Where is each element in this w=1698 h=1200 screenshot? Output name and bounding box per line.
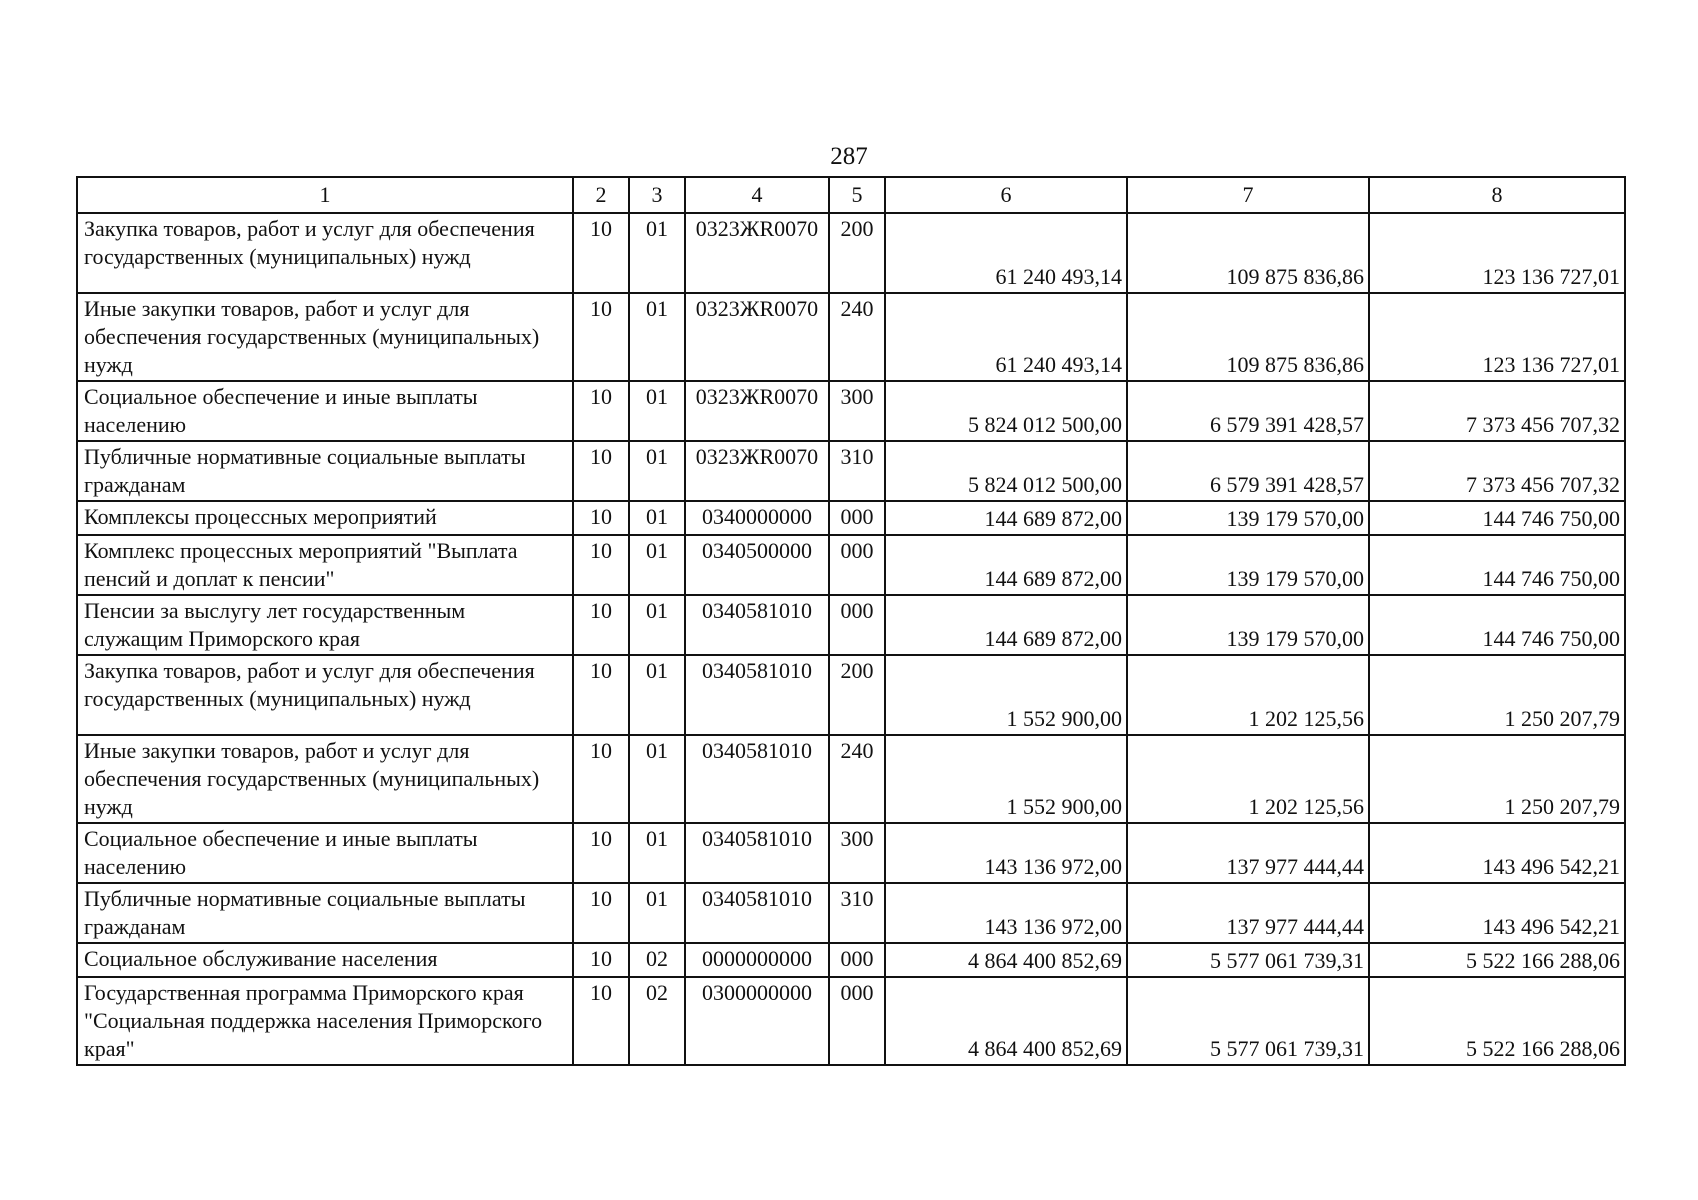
table-row (77, 441, 1625, 501)
table-row (77, 823, 1625, 883)
amount-col-7: 5 577 061 739,31 (1127, 943, 1369, 977)
expense-name: Публичные нормативные социальные выплаты гражданам (77, 441, 573, 501)
table-row (77, 293, 1625, 381)
subsection-code: 01 (629, 293, 685, 381)
subsection-code: 01 (629, 501, 685, 535)
amount-col-8: 143 496 542,21 (1369, 823, 1625, 883)
amount-col-6: 5 824 012 500,00 (885, 381, 1127, 441)
expense-name: Социальное обеспечение и иные выплаты населению (77, 823, 573, 883)
subsection-code: 01 (629, 823, 685, 883)
page-number: 287 (830, 143, 868, 170)
amount-col-7: 109 875 836,86 (1127, 213, 1369, 293)
expense-name: Комплекс процессных мероприятий "Выплата пенсий и доплат к пенсии" (77, 535, 573, 595)
expense-type-code: 200 (829, 213, 885, 293)
expense-type-code: 000 (829, 943, 885, 977)
expense-type-code: 000 (829, 501, 885, 535)
amount-col-6: 143 136 972,00 (885, 823, 1127, 883)
target-article-code: 0340581010 (685, 655, 829, 735)
expense-type-code: 310 (829, 441, 885, 501)
section-code: 10 (573, 441, 629, 501)
expense-type-code: 240 (829, 293, 885, 381)
expense-name: Публичные нормативные социальные выплаты гражданам (77, 883, 573, 943)
budget-table (76, 176, 1626, 1066)
header-col-4: 4 (685, 177, 829, 213)
amount-col-7: 139 179 570,00 (1127, 501, 1369, 535)
header-row (77, 177, 1625, 213)
amount-col-6: 5 824 012 500,00 (885, 441, 1127, 501)
section-code: 10 (573, 595, 629, 655)
header-col-3: 3 (629, 177, 685, 213)
section-code: 10 (573, 943, 629, 977)
header-col-6: 6 (885, 177, 1127, 213)
expense-type-code: 240 (829, 735, 885, 823)
expense-name: Иные закупки товаров, работ и услуг для обеспечения государственных (муниципальных) нужд (77, 293, 573, 381)
target-article-code: 0340581010 (685, 735, 829, 823)
header-col-5: 5 (829, 177, 885, 213)
amount-col-7: 5 577 061 739,31 (1127, 977, 1369, 1065)
amount-col-7: 1 202 125,56 (1127, 655, 1369, 735)
subsection-code: 02 (629, 943, 685, 977)
expense-type-code: 300 (829, 823, 885, 883)
subsection-code: 01 (629, 595, 685, 655)
subsection-code: 01 (629, 213, 685, 293)
expense-name: Иные закупки товаров, работ и услуг для обеспечения государственных (муниципальных) нужд (77, 735, 573, 823)
table-row (77, 381, 1625, 441)
table-row (77, 655, 1625, 735)
subsection-code: 01 (629, 655, 685, 735)
amount-col-7: 139 179 570,00 (1127, 535, 1369, 595)
expense-type-code: 310 (829, 883, 885, 943)
section-code: 10 (573, 535, 629, 595)
expense-name: Пенсии за выслугу лет государственным служащим Приморского края (77, 595, 573, 655)
section-code: 10 (573, 823, 629, 883)
amount-col-6: 144 689 872,00 (885, 501, 1127, 535)
subsection-code: 01 (629, 381, 685, 441)
amount-col-8: 7 373 456 707,32 (1369, 381, 1625, 441)
amount-col-8: 144 746 750,00 (1369, 501, 1625, 535)
amount-col-6: 4 864 400 852,69 (885, 943, 1127, 977)
table-row (77, 595, 1625, 655)
amount-col-8: 123 136 727,01 (1369, 293, 1625, 381)
amount-col-7: 6 579 391 428,57 (1127, 441, 1369, 501)
section-code: 10 (573, 883, 629, 943)
target-article-code: 0323ЖR0070 (685, 381, 829, 441)
target-article-code: 0340581010 (685, 595, 829, 655)
amount-col-6: 144 689 872,00 (885, 535, 1127, 595)
subsection-code: 02 (629, 977, 685, 1065)
header-col-8: 8 (1369, 177, 1625, 213)
amount-col-6: 4 864 400 852,69 (885, 977, 1127, 1065)
amount-col-7: 137 977 444,44 (1127, 823, 1369, 883)
amount-col-8: 5 522 166 288,06 (1369, 977, 1625, 1065)
expense-name: Социальное обслуживание населения (77, 943, 573, 977)
header-col-1: 1 (77, 177, 573, 213)
amount-col-6: 1 552 900,00 (885, 735, 1127, 823)
target-article-code: 0323ЖR0070 (685, 293, 829, 381)
amount-col-7: 6 579 391 428,57 (1127, 381, 1369, 441)
amount-col-8: 123 136 727,01 (1369, 213, 1625, 293)
target-article-code: 0340000000 (685, 501, 829, 535)
expense-name: Закупка товаров, работ и услуг для обеспечения государственных (муниципальных) нужд (77, 213, 573, 293)
amount-col-7: 109 875 836,86 (1127, 293, 1369, 381)
expense-name: Комплексы процессных мероприятий (77, 501, 573, 535)
target-article-code: 0323ЖR0070 (685, 441, 829, 501)
expense-name: Социальное обеспечение и иные выплаты населению (77, 381, 573, 441)
expense-name: Закупка товаров, работ и услуг для обеспечения государственных (муниципальных) нужд (77, 655, 573, 735)
subsection-code: 01 (629, 441, 685, 501)
target-article-code: 0340581010 (685, 883, 829, 943)
table-row (77, 943, 1625, 977)
amount-col-7: 137 977 444,44 (1127, 883, 1369, 943)
amount-col-8: 144 746 750,00 (1369, 535, 1625, 595)
table-row (77, 735, 1625, 823)
amount-col-8: 144 746 750,00 (1369, 595, 1625, 655)
amount-col-8: 143 496 542,21 (1369, 883, 1625, 943)
expense-type-code: 300 (829, 381, 885, 441)
section-code: 10 (573, 381, 629, 441)
section-code: 10 (573, 501, 629, 535)
subsection-code: 01 (629, 735, 685, 823)
table-row (77, 501, 1625, 535)
expense-type-code: 000 (829, 977, 885, 1065)
section-code: 10 (573, 735, 629, 823)
amount-col-8: 7 373 456 707,32 (1369, 441, 1625, 501)
target-article-code: 0340500000 (685, 535, 829, 595)
amount-col-7: 139 179 570,00 (1127, 595, 1369, 655)
header-col-2: 2 (573, 177, 629, 213)
subsection-code: 01 (629, 883, 685, 943)
amount-col-6: 61 240 493,14 (885, 293, 1127, 381)
table-row (77, 213, 1625, 293)
section-code: 10 (573, 213, 629, 293)
expense-type-code: 200 (829, 655, 885, 735)
amount-col-6: 61 240 493,14 (885, 213, 1127, 293)
table-row (77, 883, 1625, 943)
target-article-code: 0323ЖR0070 (685, 213, 829, 293)
amount-col-8: 1 250 207,79 (1369, 655, 1625, 735)
table-row (77, 977, 1625, 1065)
subsection-code: 01 (629, 535, 685, 595)
target-article-code: 0300000000 (685, 977, 829, 1065)
expense-name: Государственная программа Приморского края "Социальная поддержка населения Приморского края" (77, 977, 573, 1065)
target-article-code: 0000000000 (685, 943, 829, 977)
section-code: 10 (573, 293, 629, 381)
target-article-code: 0340581010 (685, 823, 829, 883)
section-code: 10 (573, 977, 629, 1065)
expense-type-code: 000 (829, 595, 885, 655)
header-col-7: 7 (1127, 177, 1369, 213)
table-row (77, 535, 1625, 595)
section-code: 10 (573, 655, 629, 735)
amount-col-6: 144 689 872,00 (885, 595, 1127, 655)
amount-col-6: 1 552 900,00 (885, 655, 1127, 735)
amount-col-6: 143 136 972,00 (885, 883, 1127, 943)
amount-col-7: 1 202 125,56 (1127, 735, 1369, 823)
amount-col-8: 5 522 166 288,06 (1369, 943, 1625, 977)
expense-type-code: 000 (829, 535, 885, 595)
amount-col-8: 1 250 207,79 (1369, 735, 1625, 823)
